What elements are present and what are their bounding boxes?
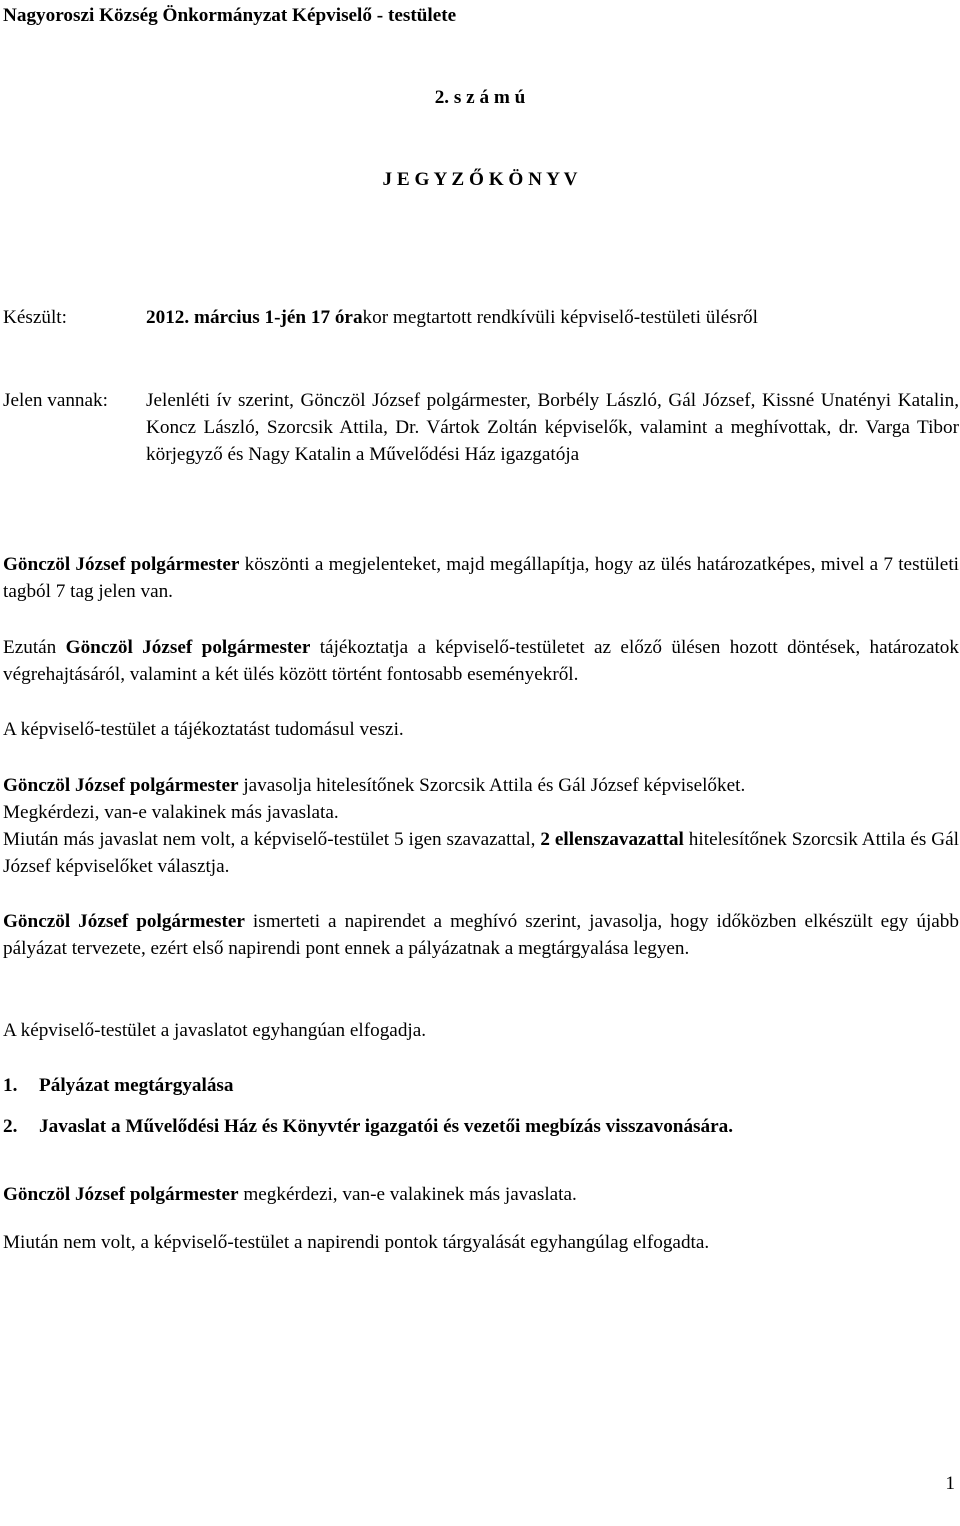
paragraph-report: [3, 634, 959, 688]
paragraph-report-pre: Ezután: [3, 637, 66, 658]
keszult-rest: kor megtartott rendkívüli képviselő-testületi ülésről: [362, 307, 758, 328]
paragraph-vote-text: hitelesítőnek Szorcsik Attila és Gál József képviselőket választja.: [3, 829, 959, 877]
agenda-item-1-text: Pályázat megtárgyalása: [39, 1075, 234, 1096]
mayor-name: Gönczöl József polgármester: [3, 911, 245, 932]
paragraph-vote: [3, 826, 959, 880]
paragraph-agenda-intro-text: ismerteti a napirendet a meghívó szerint, javasolja, hogy időközben elkészült egy újabb pályázat tervezete, ezért első napirendi pont ennek a pályázatnak a megtárgyalása legyen.: [3, 911, 959, 959]
paragraph-greeting: [3, 551, 959, 605]
keszult-date: 2012. március 1-jén 17 óra: [146, 307, 363, 328]
paragraph-agenda-approved: Miután nem volt, a képviselő-testület a napirendi pontok tárgyalását egyhangúlag elfogadta.: [3, 1232, 710, 1253]
paragraph-agenda-intro: [3, 908, 959, 962]
paragraph-vote-pre: Miután más javaslat nem volt, a képviselő-testület 5 igen szavazattal,: [3, 829, 541, 850]
keszult-label: Készült:: [3, 307, 67, 328]
paragraph-other-proposal: [3, 1181, 959, 1208]
paragraph-acknowledged: A képviselő-testület a tájékoztatást tudomásul veszi.: [3, 719, 404, 740]
vote-against: 2 ellenszavazattal: [540, 829, 684, 850]
agenda-item-2-number: 2.: [3, 1116, 18, 1137]
paragraph-question: Megkérdezi, van-e valakinek más javaslata.: [3, 802, 339, 823]
paragraph-agenda-accepted: A képviselő-testület a javaslatot egyhangúan elfogadja.: [3, 1020, 427, 1041]
keszult-text: [146, 304, 960, 331]
jelen-label: Jelen vannak:: [3, 390, 108, 411]
paragraph-proposal-text: javasolja hitelesítőnek Szorcsik Attila és Gál József képviselőket.: [238, 775, 746, 796]
document-number: 2. s z á m ú: [434, 87, 526, 108]
agenda-item-2-text: Javaslat a Művelődési Ház és Könyvtér igazgatói és vezetői megbízás visszavonására.: [39, 1116, 734, 1137]
page-number: 1: [945, 1473, 955, 1494]
mayor-name: Gönczöl József polgármester: [65, 637, 311, 658]
mayor-name: Gönczöl József polgármester: [3, 1184, 239, 1205]
agenda-item-1-number: 1.: [3, 1075, 18, 1096]
mayor-name: Gönczöl József polgármester: [3, 775, 239, 796]
mayor-name: Gönczöl József polgármester: [3, 554, 240, 575]
paragraph-other-proposal-text: megkérdezi, van-e valakinek más javaslata.: [238, 1184, 577, 1205]
paragraph-proposal: [3, 772, 959, 799]
paragraph-greeting-text: köszönti a megjelenteket, majd megállapítja, hogy az ülés határozatképes, mivel a 7 testületi tagból 7 tag jelen van.: [3, 554, 959, 602]
municipality-title: Nagyoroszi Község Önkormányzat Képviselő - testülete: [3, 5, 457, 26]
document-title: J E G Y Z Ő K Ö N Y V: [382, 169, 578, 190]
jelen-text: Jelenléti ív szerint, Gönczöl József polgármester, Borbély László, Gál József, Kissné Unatényi Katalin, Koncz László, Szorcsik Attila, Dr. Vártok Zoltán képviselők, valamint a meghívottak, dr. Varga Tibor körjegyző és Nagy Katalin a Művelődési Ház igazgatója: [146, 390, 959, 465]
paragraph-report-text: tájékoztatja a képviselő-testületet az előző ülésen hozott döntések, határozatok végrehajtásáról, valamint a két ülés között történt fontosabb eseményekről.: [3, 637, 959, 685]
